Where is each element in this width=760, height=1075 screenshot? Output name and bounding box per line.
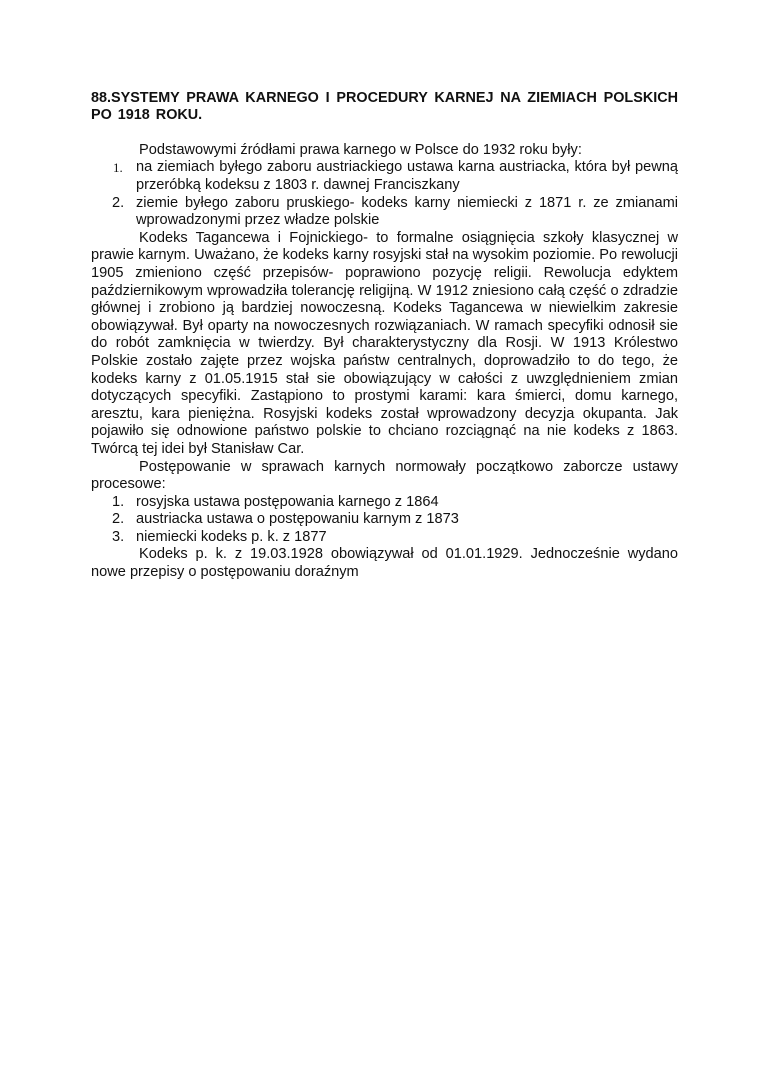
list-item-text: na ziemiach byłego zaboru austriackiego ustawa karna austriacka, która był pewną przeróbką kodeksu z 1803 r. dawnej Franciszkany — [136, 159, 678, 193]
list-item-text: ziemie byłego zaboru pruskiego- kodeks karny niemiecki z 1871 r. ze zmianami wprowadzonymi przez władze polskie — [136, 194, 678, 229]
tagancew-paragraph: Kodeks Tagancewa i Fojnickiego- to formalne osiągnięcia szkoły klasycznej w prawie karnym. Uważano, że kodeks karny rosyjski stał na wysokim poziomie. Po rewolucji 1905 zmieniono część przepisów- poprawiono pozycję religii. Rewolucja edyktem październikowym wprowadziła tolerancję religijną. W 1912 zniesiono całą część o zdradzie głównej i zrobiono ją bardziej nowoczesną. Kodeks Tagancewa w niewielkim zakresie obowiązywał. Był oparty na nowoczesnych rozwiązaniach. W ramach specyfiki odnosił sie do robót zamknięcia w twierdzy. Był charakterystyczny dla Rosji. W 1913 Królestwo Polskie zostało zajęte przez wojska państw centralnych, doprowadziło to do tego, że kodeks karny z 01.05.1915 stał sie obowiązujący w całości z uwzględnieniem zmian dotyczących specyfiki. Zastąpiono to prostymi karami: kara śmierci, domu karnego, aresztu, kara pieniężna. Rosyjski kodeks został wprowadzony decyzja okupanta. Jak pojawiło się odnowione państwo polskie to chciano rozciągnąć na nie kodeks z 1863. Twórcą tej idei był Stanisław Car. — [91, 229, 678, 457]
list-item-number: 1. — [112, 493, 125, 510]
list-item — [91, 529, 678, 547]
sources-list — [91, 159, 678, 229]
document-title: 88.SYSTEMY PRAWA KARNEGO I PROCEDURY KARNEJ NA ZIEMIACH POLSKICH PO 1918 ROKU. — [91, 90, 678, 124]
list-item-number: 1. — [113, 160, 123, 176]
procedures-list — [91, 494, 678, 547]
list-item-number: 2. — [112, 194, 125, 211]
list-item — [91, 195, 678, 230]
list-item — [91, 159, 678, 194]
list-item — [91, 494, 678, 512]
document-page — [91, 90, 678, 582]
list-item-text: austriacka ustawa o postępowaniu karnym z 1873 — [136, 511, 459, 528]
procedure-intro-paragraph: Postępowanie w sprawach karnych normowały początkowo zaborcze ustawy procesowe: — [91, 458, 678, 493]
list-item — [91, 511, 678, 529]
intro-paragraph: Podstawowymi źródłami prawa karnego w Polsce do 1932 roku były: — [139, 141, 582, 158]
list-item-number: 3. — [112, 528, 125, 545]
list-item-number: 2. — [112, 511, 125, 528]
list-item-text: rosyjska ustawa postępowania karnego z 1864 — [136, 493, 439, 510]
list-item-text: niemiecki kodeks p. k. z 1877 — [136, 528, 327, 545]
closing-paragraph: Kodeks p. k. z 19.03.1928 obowiązywał od 01.01.1929. Jednocześnie wydano nowe przepisy o postępowaniu doraźnym — [91, 546, 678, 581]
